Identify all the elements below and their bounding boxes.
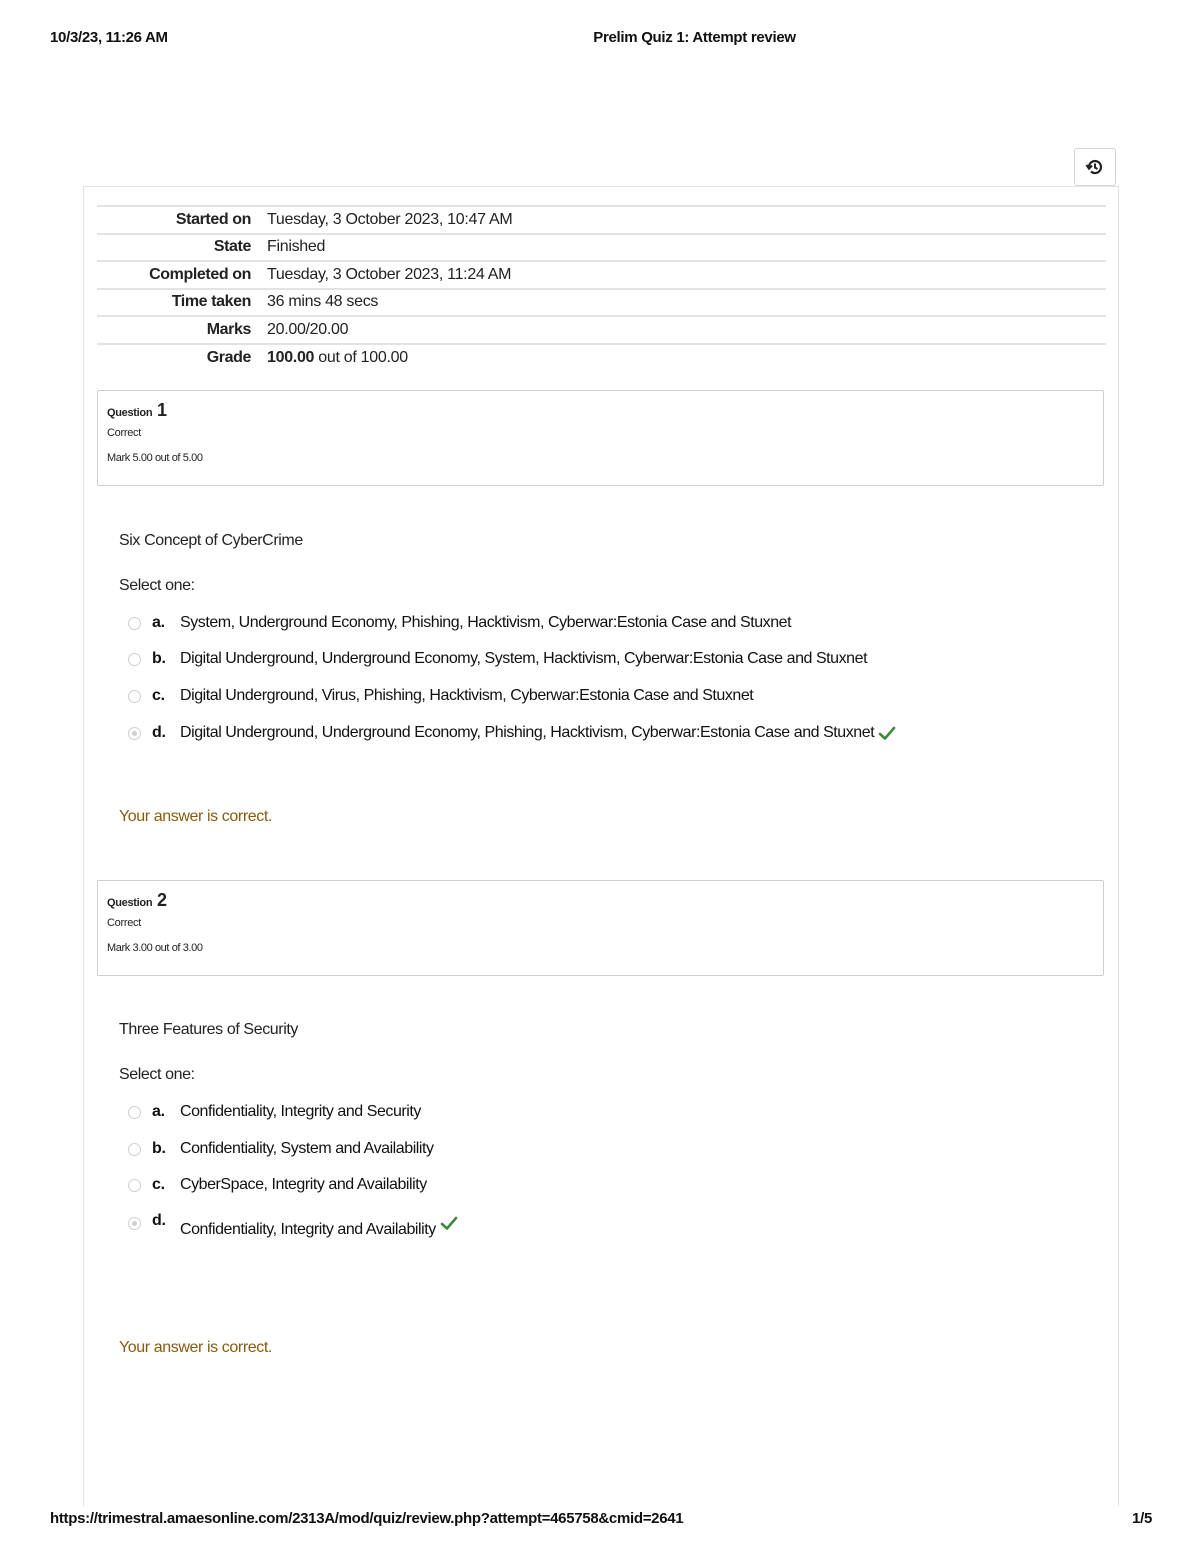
print-title: Prelim Quiz 1: Attempt review [593,29,796,46]
option-letter: c. [152,1176,165,1193]
summary-row [97,206,1106,234]
radio-button[interactable] [128,617,141,630]
summary-value: 20.00/20.00 [267,320,349,338]
summary-label: State [213,238,251,256]
print-page-number: 1/5 [1132,1510,1152,1527]
radio-button[interactable] [128,1106,141,1119]
question-mark: Mark 5.00 out of 5.00 [107,452,203,464]
summary-row [97,234,1106,262]
option-letter: c. [152,687,165,704]
grade-score: 100.00 [267,348,315,366]
radio-button[interactable] [128,1179,141,1192]
summary-value: Tuesday, 3 October 2023, 10:47 AM [267,210,513,228]
grade-label: Grade [206,348,251,366]
question-mark: Mark 3.00 out of 3.00 [107,942,203,954]
option-text: System, Underground Economy, Phishing, Hacktivism, Cyberwar:Estonia Case and Stuxnet [180,614,792,631]
history-icon [1085,157,1105,177]
question-number [107,400,1103,421]
option-letter: d. [152,724,166,741]
attempt-summary-table [97,205,1106,371]
summary-value: 36 mins 48 secs [267,293,379,311]
summary-label: Started on [175,210,251,228]
question-state: Correct [107,427,141,439]
summary-label: Completed on [149,265,251,283]
summary-row [97,289,1106,317]
print-date: 10/3/23, 11:26 AM [50,29,168,46]
grade-value [259,344,1106,372]
question-state: Correct [107,917,141,929]
question-info-2 [97,880,1104,976]
radio-button-selected[interactable] [128,727,141,740]
answer-option-a[interactable] [128,611,791,635]
summary-label: Time taken [171,293,251,311]
summary-row [97,316,1106,344]
answer-option-c[interactable] [128,1173,427,1197]
option-text: Confidentiality, System and Availability [180,1140,434,1157]
option-letter: d. [152,1212,166,1229]
answer-option-d[interactable] [128,721,896,745]
answer-option-b[interactable] [128,647,867,671]
radio-button[interactable] [128,690,141,703]
radio-button[interactable] [128,653,141,666]
feedback-text: Your answer is correct. [119,808,272,825]
answer-option-d[interactable] [128,1212,458,1252]
correct-check-icon [440,1215,458,1231]
answer-option-b[interactable] [128,1137,434,1161]
option-letter: b. [152,1140,166,1157]
question-number-value: 2 [157,890,167,910]
select-one-prompt: Select one: [119,1066,195,1083]
select-one-prompt: Select one: [119,577,195,594]
question-number-value: 1 [157,400,167,420]
question-text: Six Concept of CyberCrime [119,532,303,549]
print-url: https://trimestral.amaesonline.com/2313A/mod/quiz/review.php?attempt=465758&cmid=2641 [50,1510,684,1527]
summary-value: Finished [267,238,326,256]
summary-row [97,261,1106,289]
radio-button[interactable] [128,1143,141,1156]
summary-value: Tuesday, 3 October 2023, 11:24 AM [267,265,512,283]
summary-label: Marks [206,320,251,338]
question-info-1 [97,390,1104,486]
option-text: Digital Underground, Underground Economy, System, Hacktivism, Cyberwar:Estonia Case and Stuxnet [180,650,868,667]
question-label: Question [107,407,153,419]
answer-option-c[interactable] [128,684,753,708]
option-text: Confidentiality, Integrity and Availability [180,1221,436,1238]
question-number [107,890,1103,911]
question-text: Three Features of Security [119,1021,299,1038]
option-text: CyberSpace, Integrity and Availability [180,1176,427,1193]
question-label: Question [107,897,153,909]
option-letter: a. [152,1103,165,1120]
feedback-text: Your answer is correct. [119,1339,272,1356]
option-text: Digital Underground, Underground Economy, Phishing, Hacktivism, Cyberwar:Estonia Case and Stuxnet [180,724,875,741]
quiz-navigation-button[interactable] [1074,148,1116,186]
option-letter: a. [152,614,165,631]
option-letter: b. [152,650,166,667]
summary-row-grade [97,344,1106,372]
correct-check-icon [878,725,896,741]
radio-button-selected[interactable] [128,1217,141,1230]
option-text: Digital Underground, Virus, Phishing, Hacktivism, Cyberwar:Estonia Case and Stuxnet [180,687,754,704]
answer-option-a[interactable] [128,1100,421,1124]
option-text: Confidentiality, Integrity and Security [180,1103,421,1120]
grade-out-of: out of 100.00 [318,348,408,366]
quiz-review-region [83,186,1119,1506]
